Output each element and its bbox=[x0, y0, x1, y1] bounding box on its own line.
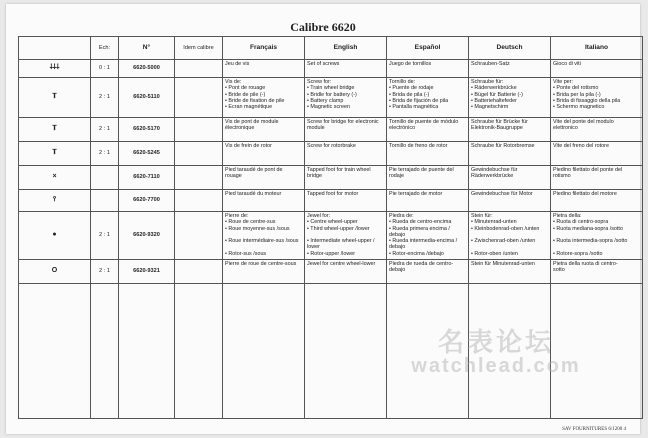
description-line: • Centre wheel-upper bbox=[307, 219, 358, 226]
description-line: • Train wheel bridge bbox=[307, 85, 355, 92]
description-en bbox=[305, 260, 387, 284]
description-line: Vite del freno del rotore bbox=[553, 143, 609, 149]
description-line: Tapped foot for train wheel bbox=[307, 167, 371, 173]
description-en bbox=[305, 60, 387, 78]
screw-icon: 𝐓 bbox=[19, 142, 91, 166]
jewel-icon: O bbox=[19, 260, 91, 284]
scale-cell bbox=[91, 166, 119, 190]
description-line: • Third wheel-upper /lower bbox=[307, 225, 370, 232]
description-line: • Intermediate wheel-upper / bbox=[307, 238, 375, 245]
description-line: Piedino filettato del ponte del bbox=[553, 167, 623, 173]
description-es bbox=[387, 60, 469, 78]
description-es bbox=[387, 118, 469, 142]
part-number-cell: 6620-7110 bbox=[119, 166, 175, 190]
description-line: • Pont de rouage bbox=[225, 85, 266, 92]
description-fr bbox=[223, 260, 305, 284]
description-line: • Rueda primera encima / bbox=[389, 225, 450, 232]
description-line: • Bride de fixation de pile bbox=[225, 97, 285, 104]
description-line: Pie terrajado de puente del bbox=[389, 167, 454, 173]
description-line: Gioco di viti bbox=[553, 61, 581, 67]
footer-reference: SAV FOURNITURES 6/1200 4 bbox=[562, 427, 626, 432]
description-line: bridge bbox=[307, 173, 322, 180]
description-line: • Räderwerkbrücke bbox=[471, 85, 517, 92]
description-line: électronique bbox=[225, 125, 255, 132]
description-line: • Ecran magnétique bbox=[225, 104, 273, 111]
description-en bbox=[305, 190, 387, 212]
description-line: • Brida de pila (-) bbox=[389, 91, 430, 98]
scale-cell: 2 : 1 bbox=[91, 78, 119, 118]
description-fr bbox=[223, 212, 305, 260]
scale-cell: 2 : 1 bbox=[91, 212, 119, 260]
screw-set-icon: ⸸⸸⸸ bbox=[19, 60, 91, 78]
description-fr bbox=[223, 78, 305, 118]
description-line: Screw for: bbox=[307, 79, 332, 85]
table-row bbox=[19, 166, 643, 190]
description-line: • Brida de fijación de pila bbox=[389, 97, 449, 104]
description-de bbox=[469, 142, 551, 166]
description-line: Vis de pont de module bbox=[225, 119, 279, 125]
description-fr bbox=[223, 118, 305, 142]
part-number-cell: 6620-5170 bbox=[119, 118, 175, 142]
document-title: Calibre 6620 bbox=[290, 20, 356, 34]
description-line: Screw for rotorbrake bbox=[307, 143, 356, 149]
description-it bbox=[551, 142, 643, 166]
scale-cell bbox=[91, 190, 119, 212]
table-row bbox=[19, 118, 643, 142]
description-line: • Bügel für Batterie (-) bbox=[471, 91, 523, 98]
description-line: Jeu de vis bbox=[225, 61, 250, 67]
foot-icon: ⫯ bbox=[19, 190, 91, 212]
description-it bbox=[551, 190, 643, 212]
table-body bbox=[19, 60, 643, 419]
description-de bbox=[469, 118, 551, 142]
description-line: • Zwischenrad-oben /unten bbox=[471, 238, 536, 245]
description-fr bbox=[223, 166, 305, 190]
description-de bbox=[469, 78, 551, 118]
header-spanish: Español bbox=[387, 37, 469, 60]
description-line: Screw for bridge for electronic bbox=[307, 119, 379, 125]
screw-icon: 𝐓 bbox=[19, 78, 91, 118]
parts-table bbox=[18, 36, 643, 419]
description-line: debajo bbox=[389, 267, 406, 274]
watermark-line2: watchlead.com bbox=[411, 355, 581, 377]
watermark-line1: 名表论坛 bbox=[437, 328, 554, 358]
description-line: Schraube für Rotorbremse bbox=[471, 143, 535, 149]
description-line: • Ruota di centro-sopra bbox=[553, 219, 609, 226]
description-en bbox=[305, 166, 387, 190]
description-line: Vis de: bbox=[225, 79, 242, 85]
empty-cell bbox=[387, 284, 469, 419]
description-line: sotto bbox=[553, 267, 565, 274]
description-de bbox=[469, 60, 551, 78]
description-line: Pie terrajado de motor bbox=[389, 191, 443, 197]
header-italian: Italiano bbox=[551, 37, 643, 60]
description-line: Pierre de: bbox=[225, 213, 249, 219]
description-line: • Puente de rodaje bbox=[389, 85, 434, 92]
description-de bbox=[469, 166, 551, 190]
part-number-cell: 6620-5245 bbox=[119, 142, 175, 166]
description-de bbox=[469, 260, 551, 284]
description-line: electrónico bbox=[389, 125, 416, 132]
description-line: rotismo bbox=[553, 173, 571, 180]
description-line: • Magnetic screen bbox=[307, 104, 350, 111]
part-number-cell: 6620-5000 bbox=[119, 60, 175, 78]
description-line: Schraube für: bbox=[471, 79, 504, 85]
description-line: Pietra della: bbox=[553, 213, 582, 219]
empty-cell bbox=[175, 284, 223, 419]
header-french: Français bbox=[223, 37, 305, 60]
description-line: Pietra della ruota di centro- bbox=[553, 261, 618, 267]
description-line: Schraube für Brücke für bbox=[471, 119, 528, 125]
description-line: • Bride de pile (-) bbox=[225, 91, 266, 98]
description-fr bbox=[223, 190, 305, 212]
empty-row bbox=[19, 284, 643, 419]
table-row bbox=[19, 212, 643, 260]
description-line: Pierre de roue de centre-sous bbox=[225, 261, 297, 267]
description-line: • Rotor-sus /sous bbox=[225, 250, 267, 257]
table-row bbox=[19, 78, 643, 118]
description-line: • Brida per la pila (-) bbox=[553, 91, 601, 98]
header-english: English bbox=[305, 37, 387, 60]
description-line: • Rueda de centro-encima bbox=[389, 219, 452, 226]
part-number-cell: 6620-9320 bbox=[119, 212, 175, 260]
description-en bbox=[305, 212, 387, 260]
description-line: rouage bbox=[225, 173, 242, 180]
description-fr bbox=[223, 60, 305, 78]
description-line: Jewel for centre wheel-lower bbox=[307, 261, 376, 267]
description-line: Vite del ponte del modulo bbox=[553, 119, 614, 125]
description-es bbox=[387, 260, 469, 284]
description-line: • Batteriehaltefeder bbox=[471, 97, 517, 104]
scale-cell: 2 : 1 bbox=[91, 142, 119, 166]
description-line: Piedra de: bbox=[389, 213, 414, 219]
header-ech: Ech: bbox=[91, 37, 119, 60]
idem-cell bbox=[175, 118, 223, 142]
description-de bbox=[469, 212, 551, 260]
description-line: • Ruota intermedia-sopra /sotto bbox=[553, 238, 628, 245]
description-de bbox=[469, 190, 551, 212]
description-line: • Rotor-upper /lower bbox=[307, 250, 356, 257]
description-line: • Rotor-oben /unten bbox=[471, 250, 518, 257]
description-line: debajo bbox=[389, 231, 406, 238]
description-line: • Minutenrad-unten bbox=[471, 219, 517, 226]
description-line: Tornillo de: bbox=[389, 79, 416, 85]
description-line: • Bridle for battery (-) bbox=[307, 91, 357, 98]
empty-cell bbox=[551, 284, 643, 419]
description-line: • Ponte del rotismo bbox=[553, 85, 599, 92]
description-line: Jewel for: bbox=[307, 213, 331, 219]
scale-cell: 0 : 1 bbox=[91, 60, 119, 78]
idem-cell bbox=[175, 190, 223, 212]
description-line: Vis de frein de rotor bbox=[225, 143, 272, 149]
description-line: Elektronik-Baugruppe bbox=[471, 125, 523, 132]
description-es bbox=[387, 190, 469, 212]
idem-cell bbox=[175, 212, 223, 260]
description-line: • Roue intermédiaire-sus /sous bbox=[225, 238, 299, 245]
part-number-cell: 6620-5110 bbox=[119, 78, 175, 118]
description-fr bbox=[223, 142, 305, 166]
description-en bbox=[305, 118, 387, 142]
description-line: • Roue moyenne-sus /sous bbox=[225, 225, 290, 232]
description-line: Pied taraudé du moteur bbox=[225, 191, 282, 197]
empty-cell bbox=[119, 284, 175, 419]
description-en bbox=[305, 78, 387, 118]
description-line: • Magnetschirm bbox=[471, 104, 509, 111]
screw-icon: 𝐓 bbox=[19, 118, 91, 142]
idem-cell bbox=[175, 60, 223, 78]
description-line: • Roue de centre-sus bbox=[225, 219, 276, 226]
empty-cell bbox=[305, 284, 387, 419]
description-line: Juego de tornillos bbox=[389, 61, 432, 67]
description-es bbox=[387, 166, 469, 190]
description-line: • Ruota mediana-sopra /sotto bbox=[553, 225, 623, 232]
description-line: Vite per: bbox=[553, 79, 573, 85]
description-es bbox=[387, 212, 469, 260]
header-idem: Idem calibre bbox=[175, 37, 223, 60]
description-line: debajo bbox=[389, 244, 406, 251]
part-number-cell: 6620-7700 bbox=[119, 190, 175, 212]
table-row bbox=[19, 260, 643, 284]
idem-cell bbox=[175, 78, 223, 118]
description-it bbox=[551, 212, 643, 260]
empty-cell bbox=[19, 284, 91, 419]
description-line: Piedra de rueda de centro- bbox=[389, 261, 454, 267]
idem-cell bbox=[175, 260, 223, 284]
header-german: Deutsch bbox=[469, 37, 551, 60]
description-line: rodaje bbox=[389, 173, 404, 180]
header-icon bbox=[19, 37, 91, 60]
description-it bbox=[551, 166, 643, 190]
description-line: Gewindebuchse für Motor bbox=[471, 191, 533, 197]
scale-cell: 2 : 1 bbox=[91, 260, 119, 284]
description-line: • Pantalla magnética bbox=[389, 104, 439, 111]
part-number-cell: 6620-9321 bbox=[119, 260, 175, 284]
idem-cell bbox=[175, 166, 223, 190]
description-line: Räderwerkbrücke bbox=[471, 173, 514, 180]
description-line: Gewindebuchse für bbox=[471, 167, 518, 173]
description-it bbox=[551, 118, 643, 142]
description-line: • Rotor-encima /debajo bbox=[389, 250, 444, 257]
empty-cell bbox=[223, 284, 305, 419]
description-line: Pied taraudé de pont de bbox=[225, 167, 283, 173]
description-line: Piedino filettato del motore bbox=[553, 191, 617, 197]
description-it bbox=[551, 260, 643, 284]
description-line: module bbox=[307, 125, 325, 132]
description-line: Set of screws bbox=[307, 61, 340, 67]
scale-cell: 2 : 1 bbox=[91, 118, 119, 142]
document-sheet bbox=[6, 4, 640, 434]
description-line: lower bbox=[307, 244, 320, 251]
idem-cell bbox=[175, 142, 223, 166]
description-line: elettronico bbox=[553, 125, 578, 132]
table-row bbox=[19, 60, 643, 78]
table-row bbox=[19, 142, 643, 166]
description-line: Tornillo de puente de módulo bbox=[389, 119, 459, 125]
description-line: • Rotore-sopra /sotto bbox=[553, 250, 603, 257]
empty-cell bbox=[91, 284, 119, 419]
table-header-row bbox=[19, 37, 643, 60]
description-it bbox=[551, 60, 643, 78]
header-num: N° bbox=[119, 37, 175, 60]
foot-icon: × bbox=[19, 166, 91, 190]
description-line: • Battery clamp bbox=[307, 97, 344, 104]
empty-cell bbox=[469, 284, 551, 419]
description-line: Tornillo de freno de rotor bbox=[389, 143, 448, 149]
description-line: Schrauben-Satz bbox=[471, 61, 510, 67]
description-line: • Rueda intermedia-encima / bbox=[389, 238, 458, 245]
description-es bbox=[387, 78, 469, 118]
description-line: Stein für Minutenrad-unten bbox=[471, 261, 535, 267]
table-row bbox=[19, 190, 643, 212]
wheel-icon: ● bbox=[19, 212, 91, 260]
description-line: Stein für: bbox=[471, 213, 493, 219]
description-line: • Brida di fissaggio della pila bbox=[553, 97, 621, 104]
description-line: • Kleinbodenrad-oben /unten bbox=[471, 225, 540, 232]
description-es bbox=[387, 142, 469, 166]
description-en bbox=[305, 142, 387, 166]
description-it bbox=[551, 78, 643, 118]
description-line: Tapped foot for motor bbox=[307, 191, 359, 197]
description-line: • Schermo magnetico bbox=[553, 104, 605, 111]
